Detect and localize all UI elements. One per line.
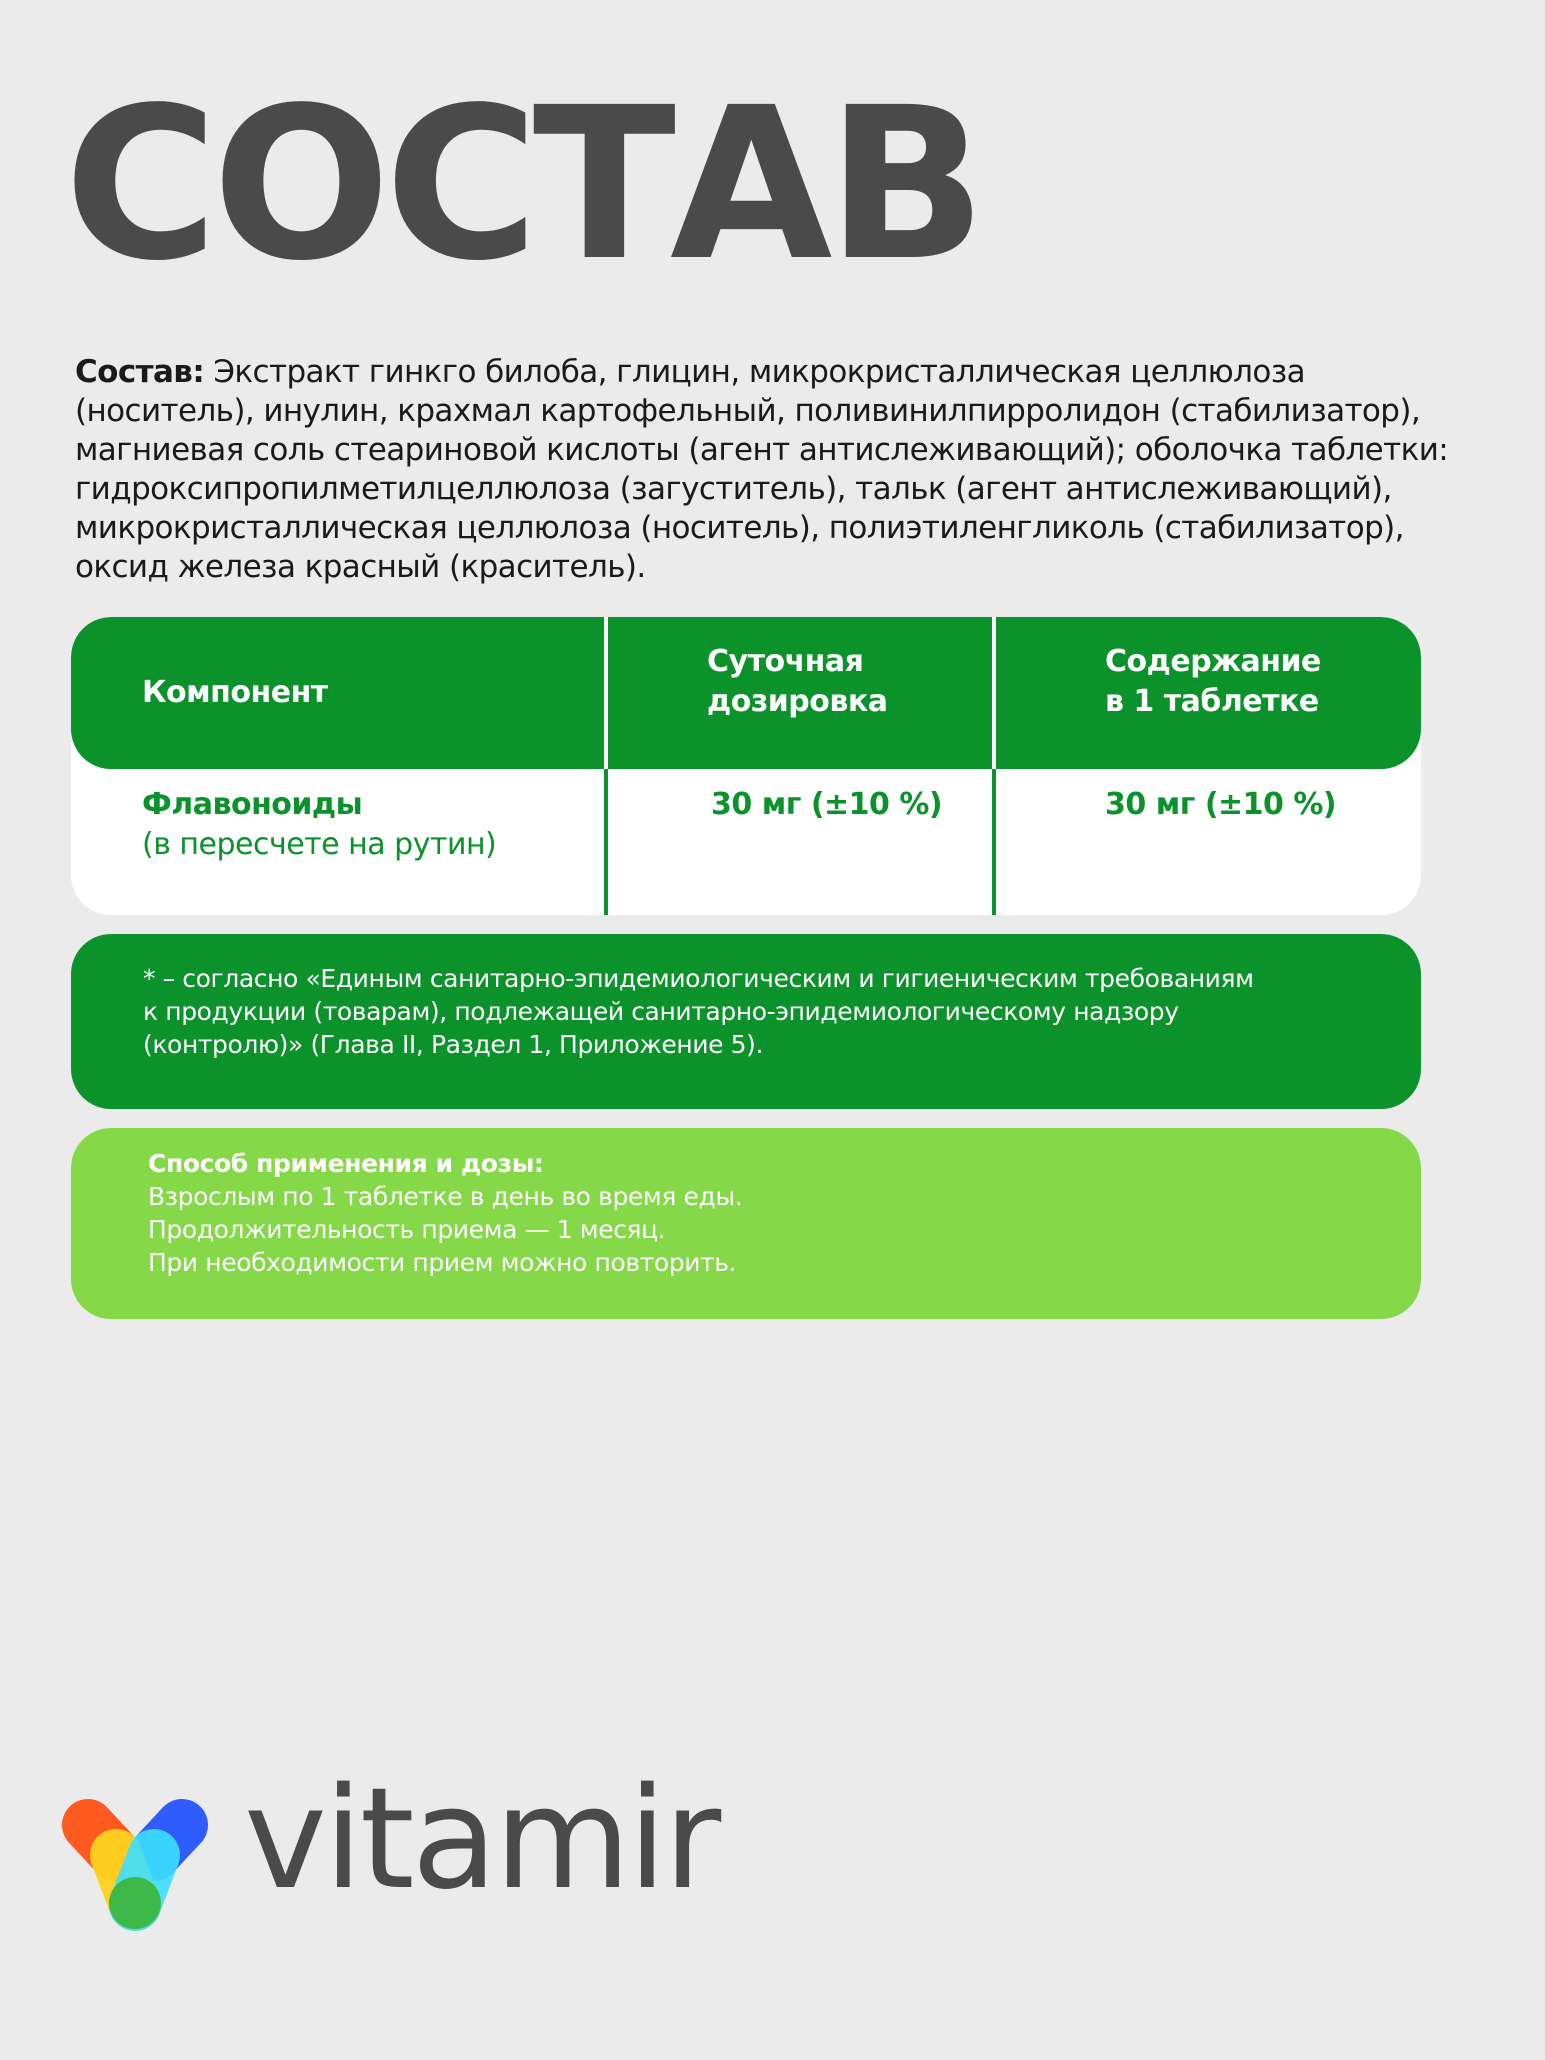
usage-heading: Способ применения и дозы:: [148, 1149, 544, 1178]
footnote-line: (контролю)» (Глава II, Раздел 1, Приложение 5).: [143, 1030, 764, 1059]
row-content-value: 30 мг (±10 %): [1105, 787, 1337, 822]
header-component: Компонент: [142, 675, 328, 710]
footnote-line: к продукции (товарам), подлежащей санитарно-эпидемиологическому надзору: [143, 997, 1179, 1026]
header-content-line1: Содержание: [1105, 644, 1321, 679]
table-header-divider: [992, 617, 996, 769]
header-content-line2: в 1 таблетке: [1105, 684, 1319, 719]
usage-panel: [71, 1128, 1421, 1319]
brand-wordmark: vitamir: [244, 1758, 719, 1921]
footnote-line: * – согласно «Единым санитарно-эпидемиологическим и гигиеническим требованиям: [143, 964, 1254, 993]
composition-label: Состав:: [75, 354, 205, 390]
row-component-note: (в пересчете на рутин): [142, 827, 497, 862]
row-daily-value: 30 мг (±10 %): [711, 787, 943, 822]
table-header-divider: [604, 617, 608, 769]
page-title: СОСТАВ: [64, 62, 981, 307]
usage-line: При необходимости прием можно повторить.: [148, 1248, 737, 1277]
row-component-name: Флавоноиды: [142, 787, 363, 822]
vitamir-logo-icon: [60, 1795, 210, 1935]
composition-text: [75, 353, 1485, 587]
usage-line: Продолжительность приема — 1 месяц.: [148, 1215, 666, 1244]
footnote-panel: [71, 934, 1421, 1109]
header-daily-line1: Суточная: [707, 644, 864, 679]
footnote-text: [143, 962, 1373, 1061]
usage-text: [148, 1147, 1348, 1279]
composition-body: Экстракт гинкго билоба, глицин, микрокристаллическая целлюлоза (носитель), инулин, крахмал картофельный, поливинилпирролидон (стабилизатор), магниевая соль стеариновой кислоты (агент антислеживающий); оболочка таблетки: гидроксипропилметилцеллюлоза (загуститель), тальк (агент антислеживающий), микрокристаллическая целлюлоза (носитель), полиэтиленгликоль (стабилизатор), оксид железа красный (краситель).: [75, 354, 1449, 585]
logo-green-dot: [109, 1877, 161, 1929]
composition-table: [71, 617, 1421, 915]
usage-line: Взрослым по 1 таблетке в день во время еды.: [148, 1182, 743, 1211]
header-daily-line2: дозировка: [707, 684, 888, 719]
header-daily: [707, 642, 887, 722]
header-content: [1105, 642, 1321, 722]
